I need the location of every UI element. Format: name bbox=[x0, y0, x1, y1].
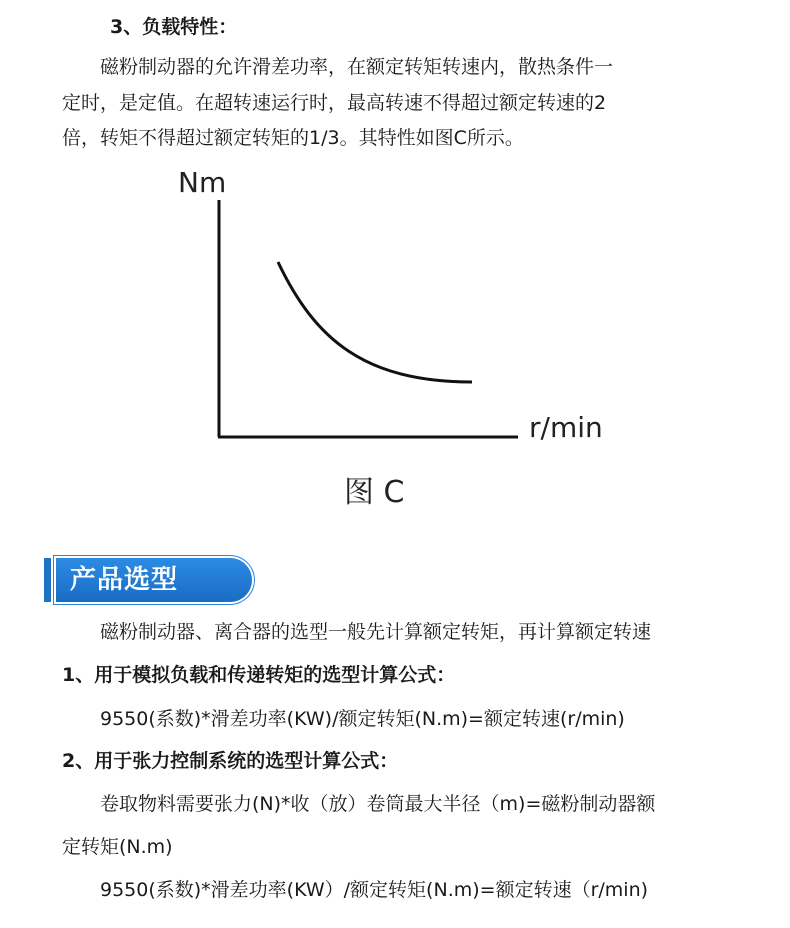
section-banner bbox=[44, 558, 222, 602]
paragraph-line: 倍，转矩不得超过额定转矩的1/3。其特性如图C所示。 bbox=[62, 127, 524, 149]
banner-title: 产品选型 bbox=[70, 565, 179, 595]
section-heading: 3、负载特性： bbox=[110, 16, 238, 38]
selection-intro: 磁粉制动器、离合器的选型一般先计算额定转矩，再计算额定转速 bbox=[100, 621, 652, 643]
y-axis-label: Nm bbox=[178, 166, 227, 199]
item1-formula: 9550(系数)*滑差功率(KW)/额定转矩(N.m)=额定转速(r/min) bbox=[100, 708, 625, 730]
load-characteristic-curve bbox=[278, 262, 472, 382]
banner-accent-bar bbox=[44, 558, 51, 602]
item2-line: 卷取物料需要张力(N)*收（放）卷筒最大半径（m)=磁粉制动器额 bbox=[100, 793, 656, 815]
item2-line: 定转矩(N.m) bbox=[62, 836, 173, 858]
item2-formula: 9550(系数)*滑差功率(KW）/额定转矩(N.m)=额定转速（r/min) bbox=[100, 879, 649, 901]
figure-caption: 图 C bbox=[344, 475, 405, 510]
item2-heading: 2、用于张力控制系统的选型计算公式： bbox=[62, 750, 399, 772]
paragraph-line: 磁粉制动器的允许滑差功率，在额定转矩转速内，散热条件一 bbox=[100, 56, 614, 78]
paragraph-line: 定时，是定值。在超转速运行时，最高转速不得超过额定转速的2 bbox=[62, 92, 607, 114]
x-axis-label: r/min bbox=[529, 411, 603, 444]
item1-heading: 1、用于模拟负载和传递转矩的选型计算公式： bbox=[62, 664, 456, 686]
